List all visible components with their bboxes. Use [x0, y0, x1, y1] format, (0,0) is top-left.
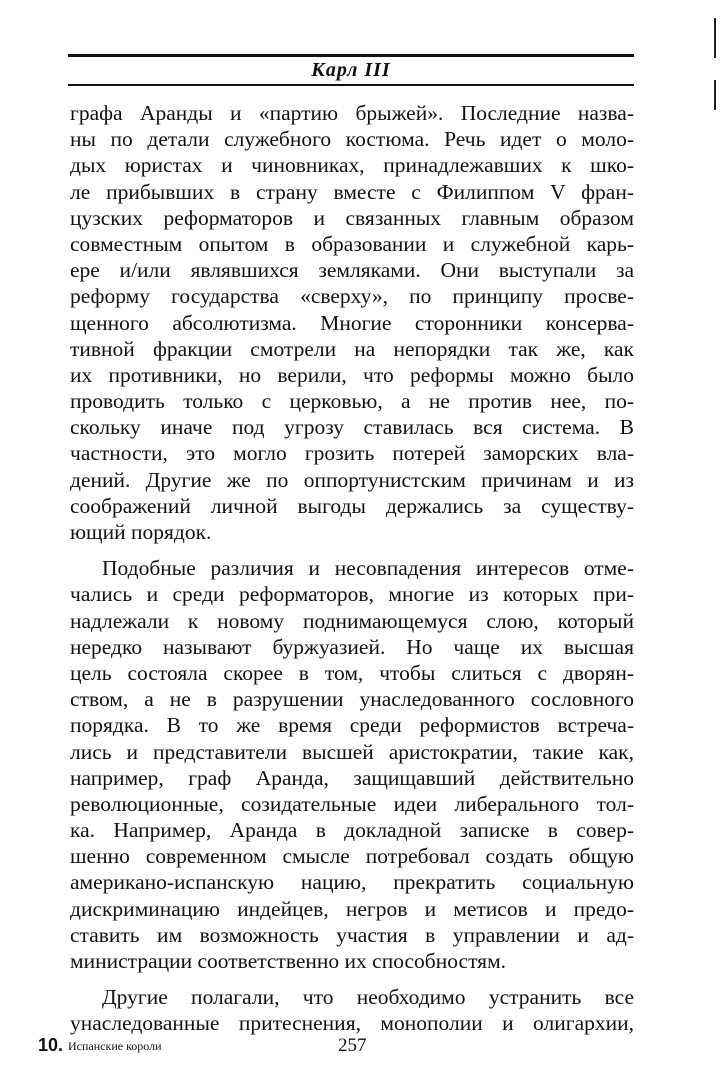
text-line: цель состояла скорее в том, чтобы слиться с дворян-	[70, 660, 634, 685]
text-line: проводить только с церковью, а не против нее, по-	[70, 389, 634, 414]
text-line: дых юристах и чиновниках, принадлежавших к шко-	[70, 153, 634, 178]
text-line: тивной фракции смотрели на непорядки так же, как	[70, 336, 634, 361]
signature-number: 10.	[38, 1035, 64, 1055]
signature-title: Испанские короли	[68, 1039, 162, 1053]
text-line: дений. Другие же по оппортунистским причинам и из	[70, 467, 634, 492]
text-line: ны по детали служебного костюма. Речь идет о моло-	[70, 127, 634, 152]
text-line: Подобные различия и несовпадения интересов отме-	[102, 556, 634, 581]
text-line: совместным опытом в образовании и служебной карь-	[70, 231, 634, 256]
text-line: щенного абсолютизма. Многие сторонники консерва-	[70, 310, 634, 335]
text-line: ством, а не в разрушении унаследованного сословного	[70, 687, 634, 712]
text-line: шенно современном смысле потребовал создать общую	[70, 844, 634, 869]
paragraph-gap	[70, 545, 634, 555]
text-line: ющий порядок.	[70, 520, 212, 544]
text-line: соображений личной выгоды держались за существу-	[70, 493, 634, 518]
text-line: например, граф Аранда, защищавший действительно	[70, 765, 634, 790]
header-rule-bottom	[68, 84, 634, 86]
text-line: цузских реформаторов и связанных главным образом	[70, 205, 634, 230]
paragraph-3	[70, 984, 634, 1036]
text-line: ставить им возможность участия в управлении и ад-	[70, 922, 634, 947]
running-title: Карл III	[311, 59, 391, 81]
text-line: ле прибывших в страну вместе с Филиппом V фран-	[70, 179, 634, 204]
text-line: лись и представители высшей аристократии, такие как,	[70, 739, 634, 764]
text-line: реформу государства «сверху», по принципу просве-	[70, 284, 634, 309]
header-rule-top	[68, 54, 634, 57]
text-line: их противники, но верили, что реформы можно было	[70, 362, 634, 387]
text-line: чались и среди реформаторов, многие из которых при-	[70, 582, 634, 607]
paragraph-1	[70, 100, 634, 545]
text-line: графа Аранды и «партию брыжей». Последние назва-	[70, 101, 634, 125]
text-line: порядка. В то же время среди реформистов встреча-	[70, 713, 634, 738]
body-text	[70, 100, 634, 1037]
text-line: ка. Например, Аранда в докладной записке в совер-	[70, 818, 634, 843]
page-number: 257	[338, 1035, 367, 1056]
paragraph-gap	[70, 974, 634, 984]
text-line: унаследованные притеснения, монополии и олигархии,	[70, 1011, 634, 1036]
scan-edge-mark	[714, 80, 716, 110]
text-line: частности, это могло грозить потерей заморских вла-	[70, 441, 634, 466]
page-footer	[38, 1033, 634, 1059]
scan-edge-mark	[714, 18, 716, 58]
text-line: американо-испанскую нацию, прекратить социальную	[70, 870, 634, 895]
text-line: революционные, созидательные идеи либерального тол-	[70, 791, 634, 816]
text-line: ере и/или являвшихся земляками. Они выступали за	[70, 258, 634, 283]
text-line: надлежали к новому поднимающемуся слою, который	[70, 608, 634, 633]
text-line: Другие полагали, что необходимо устранить все	[102, 985, 634, 1010]
text-line: министрации соответственно их способностям.	[70, 949, 507, 973]
paragraph-2	[70, 555, 634, 974]
text-line: скольку иначе под угрозу ставилась вся система. В	[70, 415, 634, 440]
text-line: дискриминацию индейцев, негров и метисов и предо-	[70, 896, 634, 921]
text-line: нередко называют буржуазией. Но чаще их высшая	[70, 634, 634, 659]
